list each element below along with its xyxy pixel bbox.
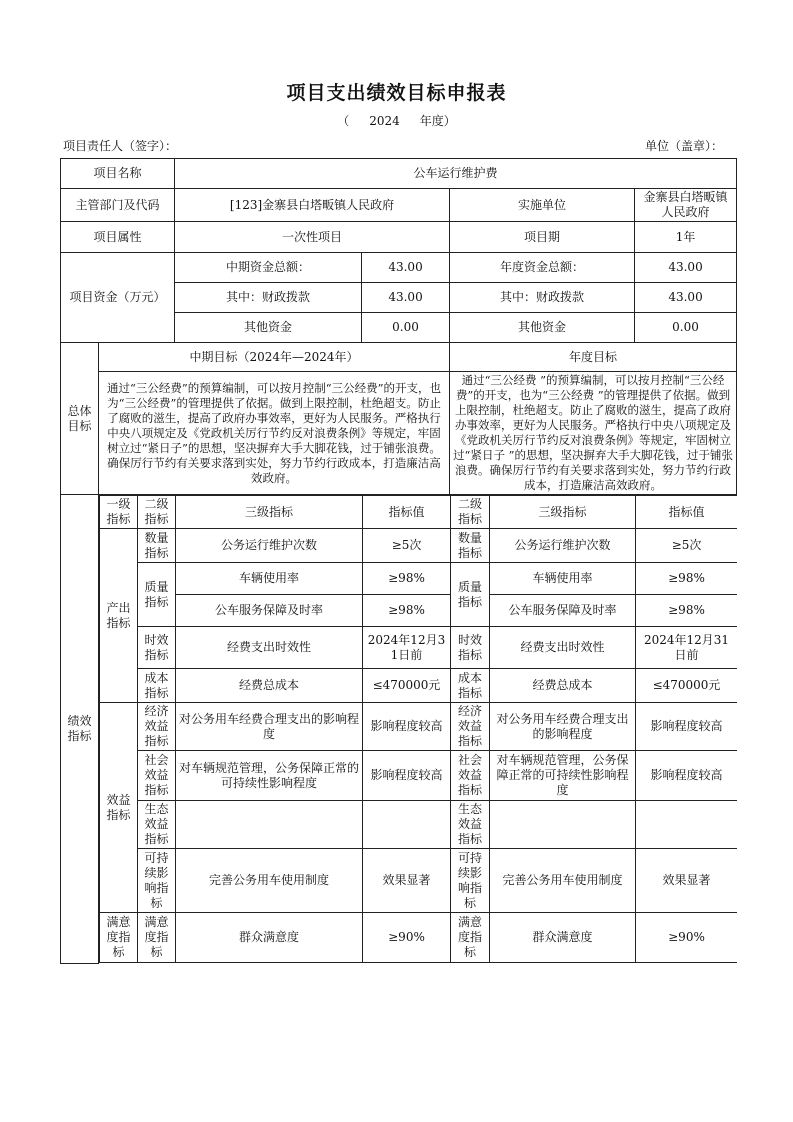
h-level2-mid: 二级指标: [138, 496, 176, 529]
row-funds-total: [61, 253, 737, 283]
timeliness-l3-mid: 经费支出时效性: [176, 627, 363, 669]
timeliness-l3-year: 经费支出时效性: [490, 627, 636, 669]
attribute-label: 项目属性: [61, 222, 175, 253]
performance-table: [99, 495, 737, 963]
ecological-value-year: [636, 801, 737, 849]
cost-value-mid: ≤470000元: [363, 669, 451, 703]
mid-other-label: 其他资金: [175, 313, 362, 343]
perf-row-timeliness: [100, 627, 737, 669]
h-value-year: 指标值: [636, 496, 737, 529]
period-label: 项目期: [450, 222, 635, 253]
economic-l3-year: 对公务用车经费合理支出的影响程度: [490, 703, 636, 751]
row-performance: [61, 495, 737, 964]
project-name-value: 公车运行维护费: [175, 159, 737, 189]
funds-label: 项目资金（万元）: [61, 253, 175, 343]
year-total-label: 年度资金总额：: [450, 253, 635, 283]
h-level1: 一级指标: [100, 496, 138, 529]
cost-l3-mid: 经费总成本: [176, 669, 363, 703]
ecological-value-mid: [363, 801, 451, 849]
sustainable-value-mid: 效果显著: [363, 849, 451, 913]
h-level3-mid: 三级指标: [176, 496, 363, 529]
year-goal-header: 年度目标: [450, 343, 737, 372]
quality2-l3-mid: 公车服务保障及时率: [176, 595, 363, 627]
quantity-value-mid: ≥5次: [363, 529, 451, 563]
signer-label: 项目责任人（签字）：: [63, 139, 178, 153]
quality1-l3-mid: 车辆使用率: [176, 563, 363, 595]
cost-l2-year: 成本指标: [451, 669, 490, 703]
implementer-value: 金寨县白塔畈镇人民政府: [635, 189, 737, 222]
sustainable-l2-year: 可持续影响指标: [451, 849, 490, 913]
social-value-year: 影响程度较高: [636, 751, 737, 801]
quantity-l3-mid: 公务运行维护次数: [176, 529, 363, 563]
mid-total-value: 43.00: [362, 253, 450, 283]
quality2-l3-year: 公车服务保障及时率: [490, 595, 636, 627]
department-label: 主管部门及代码: [61, 189, 175, 222]
quantity-l3-year: 公务运行维护次数: [490, 529, 636, 563]
ecological-l2-mid: 生态效益指标: [138, 801, 176, 849]
social-l2-mid: 社会效益指标: [138, 751, 176, 801]
period-value: 1年: [635, 222, 737, 253]
economic-l2-year: 经济效益指标: [451, 703, 490, 751]
timeliness-l2-year: 时效指标: [451, 627, 490, 669]
social-l2-year: 社会效益指标: [451, 751, 490, 801]
unit-label: 单位（盖章）：: [644, 139, 723, 153]
year-value: 2024: [369, 114, 400, 128]
perf-row-cost: [100, 669, 737, 703]
year-suffix: 年度）: [419, 114, 456, 128]
satisfaction-l2-mid: 满意度指标: [138, 913, 176, 963]
sustainable-l3-mid: 完善公务用车使用制度: [176, 849, 363, 913]
department-value: [123]金寨县白塔畈镇人民政府: [175, 189, 450, 222]
benefit-indicator-label: 效益指标: [100, 703, 138, 913]
perf-header-row: [100, 496, 737, 529]
quality1-l3-year: 车辆使用率: [490, 563, 636, 595]
quantity-value-year: ≥5次: [636, 529, 737, 563]
h-level3-year: 三级指标: [490, 496, 636, 529]
year-fiscal-label: 其中：财政拨款: [450, 283, 635, 313]
satisfaction-value-mid: ≥90%: [363, 913, 451, 963]
row-goals-text: [61, 372, 737, 495]
perf-row-quality1: [100, 563, 737, 595]
sustainable-l3-year: 完善公务用车使用制度: [490, 849, 636, 913]
implementer-label: 实施单位: [450, 189, 635, 222]
cost-l2-mid: 成本指标: [138, 669, 176, 703]
output-indicator-label: 产出指标: [100, 529, 138, 703]
mid-total-label: 中期资金总额：: [175, 253, 362, 283]
satisfaction-l1: 满意度指标: [100, 913, 138, 963]
year-open: （: [337, 114, 350, 128]
report-year: [0, 112, 793, 129]
quality2-value-year: ≥98%: [636, 595, 737, 627]
year-total-value: 43.00: [635, 253, 737, 283]
year-other-label: 其他资金: [450, 313, 635, 343]
sustainable-l2-mid: 可持续影响指标: [138, 849, 176, 913]
ecological-l3-year: [490, 801, 636, 849]
row-project-name: [61, 159, 737, 189]
mid-other-value: 0.00: [362, 313, 450, 343]
h-value-mid: 指标值: [363, 496, 451, 529]
perf-row-quantity: [100, 529, 737, 563]
social-value-mid: 影响程度较高: [363, 751, 451, 801]
satisfaction-value-year: ≥90%: [636, 913, 737, 963]
row-attribute: [61, 222, 737, 253]
social-l3-mid: 对车辆规范管理，公务保障正常的可持续性影响程度: [176, 751, 363, 801]
report-table: [60, 158, 737, 964]
mid-fiscal-label: 其中：财政拨款: [175, 283, 362, 313]
quantity-l2-mid: 数量指标: [138, 529, 176, 563]
quality1-value-year: ≥98%: [636, 563, 737, 595]
satisfaction-l3-mid: 群众满意度: [176, 913, 363, 963]
ecological-l3-mid: [176, 801, 363, 849]
year-other-value: 0.00: [635, 313, 737, 343]
performance-label: 绩效指标: [61, 495, 99, 964]
year-goal-text: 通过“三公经费 ”的预算编制，可以按月控制“三公经费”的开支，也为“三公经费 ”的管理提供了依据。做到上限控制，杜绝超支。防止了腐败的滋生，提高了政府办事效率，更好为人民服务。严格执行中央八项规定及《党政机关厉行节约反对浪费条例》等规定，牢固树立过“紧日子 ”的思想，坚决摒弃大手大脚花钱，过于铺张浪费。确保厉行节约有关要求落到实处，努力节约行政成本，打造廉洁高效政府。: [450, 372, 737, 495]
row-goals-header: [61, 343, 737, 372]
satisfaction-l3-year: 群众满意度: [490, 913, 636, 963]
quality1-value-mid: ≥98%: [363, 563, 451, 595]
mid-goal-header: 中期目标（2024年—2024年）: [99, 343, 450, 372]
quality2-value-mid: ≥98%: [363, 595, 451, 627]
cost-value-year: ≤470000元: [636, 669, 737, 703]
perf-row-economic: [100, 703, 737, 751]
h-level2-year: 二级指标: [451, 496, 490, 529]
mid-fiscal-value: 43.00: [362, 283, 450, 313]
social-l3-year: 对车辆规范管理，公务保障正常的可持续性影响程度: [490, 751, 636, 801]
timeliness-l2-mid: 时效指标: [138, 627, 176, 669]
timeliness-value-mid: 2024年12月31日前: [363, 627, 451, 669]
quality-l2-mid: 质量指标: [138, 563, 176, 627]
perf-row-ecological: [100, 801, 737, 849]
economic-l3-mid: 对公务用车经费合理支出的影响程度: [176, 703, 363, 751]
sustainable-value-year: 效果显著: [636, 849, 737, 913]
perf-row-quality2: [100, 595, 737, 627]
page-title: 项目支出绩效目标申报表: [286, 82, 507, 104]
attribute-value: 一次性项目: [175, 222, 450, 253]
perf-row-satisfaction: [100, 913, 737, 963]
timeliness-value-year: 2024年12月31日前: [636, 627, 737, 669]
row-department: [61, 189, 737, 222]
quantity-l2-year: 数量指标: [451, 529, 490, 563]
mid-goal-text: 通过“三公经费”的预算编制，可以按月控制“三公经费”的开支，也为“三公经费”的管理提供了依据。做到上限控制，杜绝超支。防止了腐败的滋生，提高了政府办事效率，更好为人民服务。严格执行中央八项规定及《党政机关厉行节约反对浪费条例》等规定，牢固树立过“紧日子”的思想，坚决摒弃大手大脚花钱，过于铺张浪费。确保厉行节约有关要求落到实处，努力节约行政成本，打造廉洁高效政府。: [99, 372, 450, 495]
economic-value-mid: 影响程度较高: [363, 703, 451, 751]
project-name-label: 项目名称: [61, 159, 175, 189]
cost-l3-year: 经费总成本: [490, 669, 636, 703]
year-fiscal-value: 43.00: [635, 283, 737, 313]
overall-goal-label: 总体目标: [61, 343, 99, 495]
quality-l2-year: 质量指标: [451, 563, 490, 627]
perf-row-social: [100, 751, 737, 801]
economic-value-year: 影响程度较高: [636, 703, 737, 751]
performance-body: [99, 495, 737, 964]
satisfaction-l2-year: 满意度指标: [451, 913, 490, 963]
perf-row-sustainable: [100, 849, 737, 913]
economic-l2-mid: 经济效益指标: [138, 703, 176, 751]
ecological-l2-year: 生态效益指标: [451, 801, 490, 849]
